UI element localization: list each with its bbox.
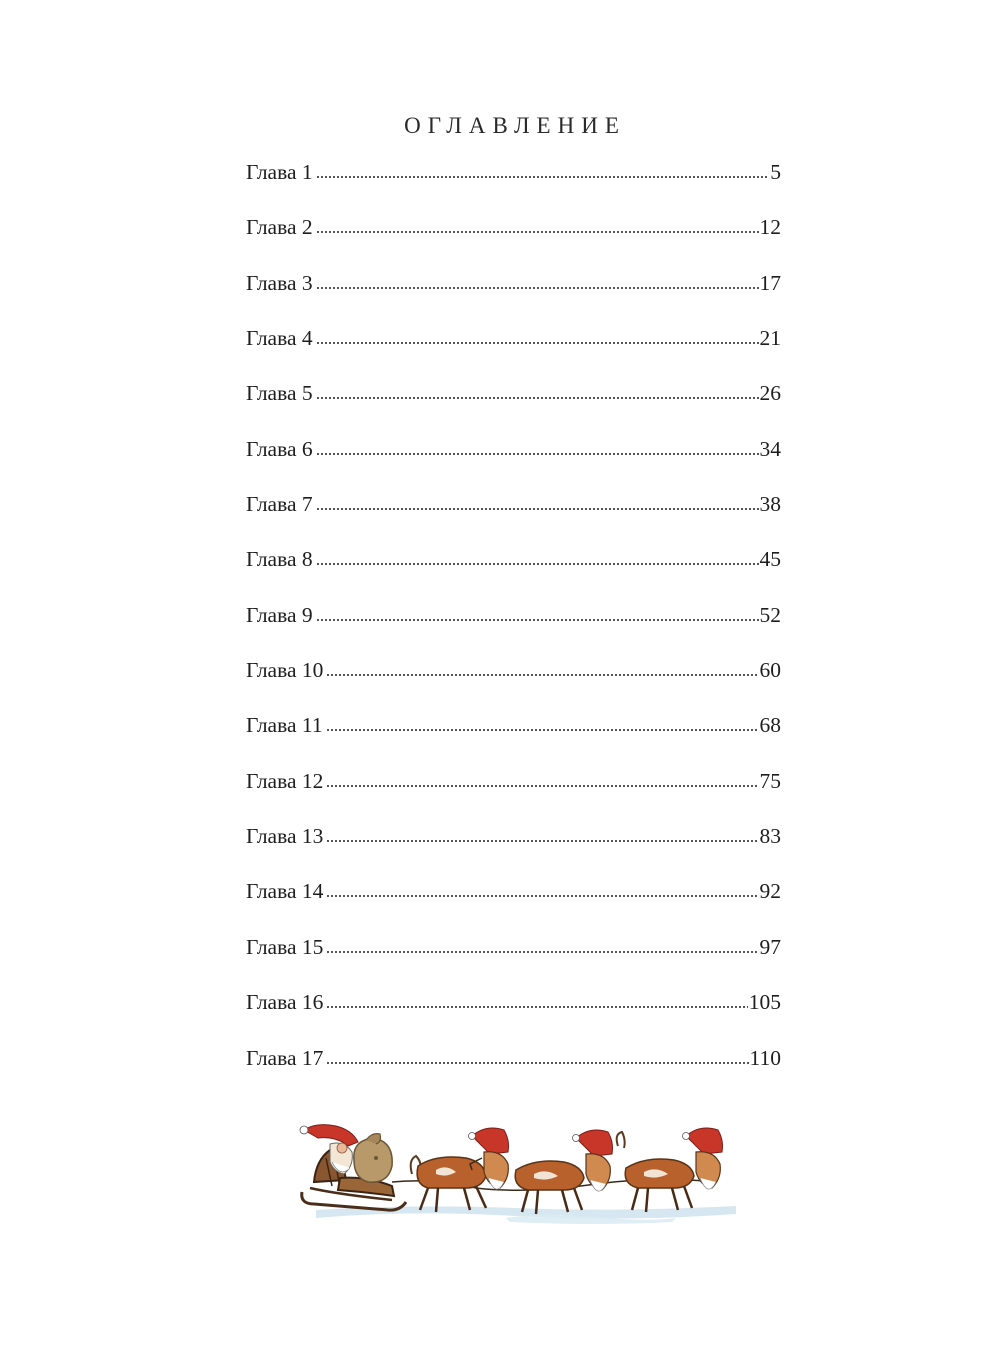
toc-entry-page: 17 bbox=[759, 270, 781, 295]
toc-entry[interactable] bbox=[246, 381, 781, 436]
goat-icon bbox=[617, 1128, 723, 1212]
toc-entry-page: 97 bbox=[759, 934, 781, 959]
dot-leader bbox=[316, 619, 759, 621]
dot-leader bbox=[316, 563, 759, 565]
toc-entry[interactable] bbox=[246, 935, 781, 990]
toc-entry-page: 26 bbox=[759, 381, 781, 406]
dot-leader bbox=[316, 397, 759, 399]
toc-entry-label: Глава 2 bbox=[246, 215, 313, 240]
sleigh-with-goats-illustration bbox=[296, 1118, 756, 1230]
toc-entry[interactable] bbox=[246, 713, 781, 768]
dot-leader bbox=[326, 895, 758, 897]
toc-entry[interactable] bbox=[246, 326, 781, 381]
dot-leader bbox=[326, 1006, 747, 1008]
toc-entry[interactable] bbox=[246, 603, 781, 658]
toc-entry-label: Глава 15 bbox=[246, 934, 324, 959]
toc-entry[interactable] bbox=[246, 437, 781, 492]
dot-leader bbox=[326, 674, 758, 676]
dot-leader bbox=[326, 1062, 748, 1064]
toc-entry-label: Глава 13 bbox=[246, 824, 324, 849]
toc-title: ОГЛАВЛЕНИЕ bbox=[404, 113, 626, 138]
toc-entry-label: Глава 12 bbox=[246, 768, 324, 793]
toc-entry-page: 45 bbox=[759, 547, 781, 572]
goat-icon bbox=[411, 1128, 509, 1212]
toc-entry-label: Глава 8 bbox=[246, 547, 313, 572]
toc-entry-page: 5 bbox=[770, 160, 781, 184]
toc-entry-page: 110 bbox=[749, 1045, 781, 1070]
toc-entry-page: 21 bbox=[759, 326, 781, 351]
toc-entry[interactable] bbox=[246, 769, 781, 824]
toc-entry-label: Глава 9 bbox=[246, 602, 313, 627]
dot-leader bbox=[326, 729, 759, 731]
dot-leader bbox=[326, 785, 758, 787]
toc-entry-label: Глава 3 bbox=[246, 270, 313, 295]
toc-entry-page: 75 bbox=[759, 768, 781, 793]
dot-leader bbox=[316, 287, 759, 289]
toc-entry-label: Глава 16 bbox=[246, 990, 324, 1015]
dot-leader bbox=[316, 508, 759, 510]
toc-entry-page: 34 bbox=[759, 436, 781, 461]
toc-entry-page: 38 bbox=[759, 492, 781, 517]
toc-entry[interactable] bbox=[246, 547, 781, 602]
dot-leader bbox=[316, 176, 770, 178]
goat-icon bbox=[515, 1130, 612, 1214]
toc-entry-page: 68 bbox=[759, 713, 781, 738]
toc-entry[interactable] bbox=[246, 271, 781, 326]
toc-entry-label: Глава 14 bbox=[246, 879, 324, 904]
toc-entry-page: 105 bbox=[748, 990, 781, 1015]
toc-entry-page: 52 bbox=[759, 602, 781, 627]
toc-entry-page: 92 bbox=[759, 879, 781, 904]
toc-entry[interactable] bbox=[246, 990, 781, 1045]
toc-entry[interactable] bbox=[246, 824, 781, 879]
toc-entry-label: Глава 4 bbox=[246, 326, 313, 351]
toc-entry-label: Глава 17 bbox=[246, 1045, 324, 1070]
toc-list bbox=[246, 160, 781, 1101]
toc-entry[interactable] bbox=[246, 215, 781, 270]
toc-entry-label: Глава 11 bbox=[246, 713, 323, 738]
toc-entry-label: Глава 7 bbox=[246, 492, 313, 517]
dot-leader bbox=[316, 453, 759, 455]
dot-leader bbox=[326, 840, 758, 842]
toc-entry[interactable] bbox=[246, 879, 781, 934]
dot-leader bbox=[316, 231, 759, 233]
dot-leader bbox=[316, 342, 759, 344]
gift-sack-icon bbox=[354, 1134, 392, 1183]
toc-entry[interactable] bbox=[246, 658, 781, 713]
toc-entry-label: Глава 5 bbox=[246, 381, 313, 406]
toc-entry-label: Глава 10 bbox=[246, 658, 324, 683]
toc-entry-page: 12 bbox=[759, 215, 781, 240]
dot-leader bbox=[326, 951, 758, 953]
toc-entry[interactable] bbox=[246, 1046, 781, 1101]
toc-entry-label: Глава 6 bbox=[246, 436, 313, 461]
toc-entry-page: 60 bbox=[759, 658, 781, 683]
toc-entry-page: 83 bbox=[759, 824, 781, 849]
toc-entry-label: Глава 1 bbox=[246, 160, 313, 184]
toc-entry[interactable] bbox=[246, 492, 781, 547]
toc-entry[interactable] bbox=[246, 160, 781, 215]
